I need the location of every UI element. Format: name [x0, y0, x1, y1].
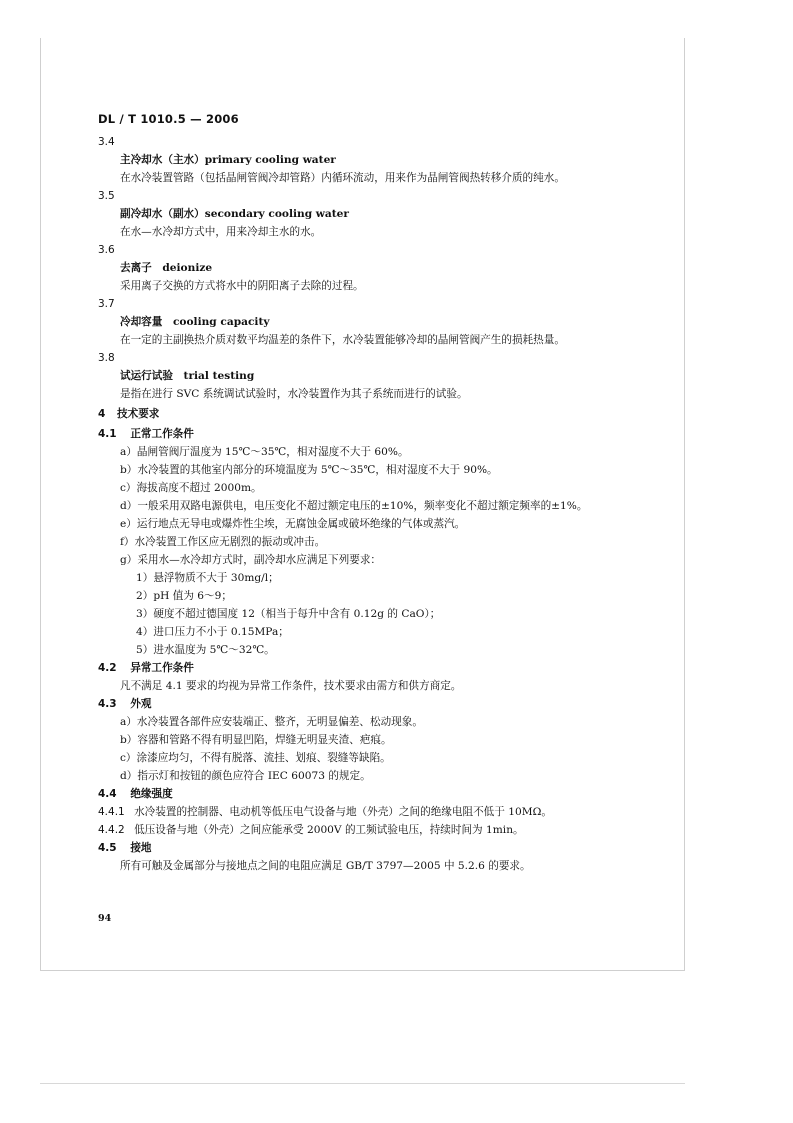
page-content [98, 133, 688, 875]
term-number: 3.7 [98, 298, 115, 310]
document-header: DL / T 1010.5 — 2006 [98, 112, 239, 126]
subsection-number: 4.2 [98, 662, 117, 674]
clause [98, 803, 688, 821]
term-number: 3.6 [98, 244, 115, 256]
subsection-number: 4.3 [98, 698, 117, 710]
subsection-title: 异常工作条件 [130, 662, 194, 674]
list-item: e）运行地点无导电或爆炸性尘埃，无腐蚀金属或破坏绝缘的气体或蒸汽。 [120, 518, 466, 530]
page-separator [40, 1083, 685, 1084]
term-title: 去离子 deionize [120, 262, 213, 274]
section-heading [98, 405, 688, 423]
list-item: a）水冷装置各部件应安装端正、整齐，无明显偏差、松动现象。 [120, 716, 423, 728]
term-title: 冷却容量 cooling capacity [120, 316, 270, 328]
term-definition: 在水—水冷却方式中，用来冷却主水的水。 [120, 226, 322, 238]
list-item: a）晶闸管阀厅温度为 15℃～35℃，相对湿度不大于 60%。 [120, 446, 409, 458]
sub-list-item: 1）悬浮物质不大于 30mg/l； [136, 572, 279, 584]
clause-number: 4.4.1 [98, 806, 125, 818]
term-number: 3.4 [98, 136, 115, 148]
sub-list-item: 4）进口压力不小于 0.15MPa； [136, 626, 289, 638]
term-definition: 是指在进行 SVC 系统调试试验时，水冷装置作为其子系统而进行的试验。 [120, 388, 468, 400]
subsection-heading [98, 425, 688, 443]
clause-text: 水冷装置的控制器、电动机等低压电气设备与地（外壳）之间的绝缘电阻不低于 10MΩ。 [134, 806, 552, 818]
subsection-heading [98, 785, 688, 803]
subsection-heading [98, 659, 688, 677]
term-number: 3.5 [98, 190, 115, 202]
term-definition: 在水冷装置管路（包括晶闸管阀冷却管路）内循环流动，用来作为晶闸管阀热转移介质的纯水。 [120, 172, 565, 184]
page-border-left [40, 38, 41, 970]
page-border-bottom [40, 970, 685, 971]
subsection-number: 4.5 [98, 842, 117, 854]
list-item: b）容器和管路不得有明显凹陷，焊缝无明显夹渣、疤痕。 [120, 734, 392, 746]
sub-list-item: 2）pH 值为 6～9； [136, 590, 232, 602]
sub-list-item: 5）进水温度为 5℃～32℃。 [136, 644, 275, 656]
list-item: c）海拔高度不超过 2000m。 [120, 482, 262, 494]
list-item: d）指示灯和按钮的颜色应符合 IEC 60073 的规定。 [120, 770, 371, 782]
term-title: 试运行试验 trial testing [120, 370, 255, 382]
sub-list-item: 3）硬度不超过德国度 12（相当于每升中含有 0.12g 的 CaO）； [136, 608, 441, 620]
term-title: 副冷却水（副水）secondary cooling water [120, 208, 349, 220]
section-title: 技术要求 [117, 408, 160, 420]
clause-number: 4.4.2 [98, 824, 125, 836]
subsection-number: 4.1 [98, 428, 117, 440]
paragraph: 凡不满足 4.1 要求的均视为异常工作条件，技术要求由需方和供方商定。 [120, 680, 462, 692]
subsection-title: 外观 [130, 698, 152, 710]
page-number: 94 [98, 913, 112, 924]
subsection-heading [98, 839, 688, 857]
subsection-number: 4.4 [98, 788, 117, 800]
section-number: 4 [98, 408, 106, 420]
term-number: 3.8 [98, 352, 115, 364]
subsection-heading [98, 695, 688, 713]
term-definition: 采用离子交换的方式将水中的阴阳离子去除的过程。 [120, 280, 364, 292]
subsection-title: 绝缘强度 [130, 788, 173, 800]
paragraph: 所有可触及金属部分与接地点之间的电阻应满足 GB/T 3797—2005 中 5.2.6 的要求。 [120, 860, 531, 872]
subsection-title: 接地 [130, 842, 152, 854]
list-item: f）水冷装置工作区应无剧烈的振动或冲击。 [120, 536, 326, 548]
clause-text: 低压设备与地（外壳）之间应能承受 2000V 的工频试验电压，持续时间为 1min。 [134, 824, 524, 836]
subsection-title: 正常工作条件 [130, 428, 194, 440]
clause [98, 821, 688, 839]
term-title: 主冷却水（主水）primary cooling water [120, 154, 336, 166]
list-item: d）一般采用双路电源供电，电压变化不超过额定电压的±10%，频率变化不超过额定频率的±1%。 [120, 500, 588, 512]
term-definition: 在一定的主副换热介质对数平均温差的条件下，水冷装置能够冷却的晶闸管阀产生的损耗热量。 [120, 334, 565, 346]
list-item: c）涂漆应均匀，不得有脱落、流挂、划痕、裂缝等缺陷。 [120, 752, 391, 764]
list-item: g）采用水—水冷却方式时，副冷却水应满足下列要求： [120, 554, 382, 566]
list-item: b）水冷装置的其他室内部分的环境温度为 5℃～35℃，相对湿度不大于 90%。 [120, 464, 498, 476]
